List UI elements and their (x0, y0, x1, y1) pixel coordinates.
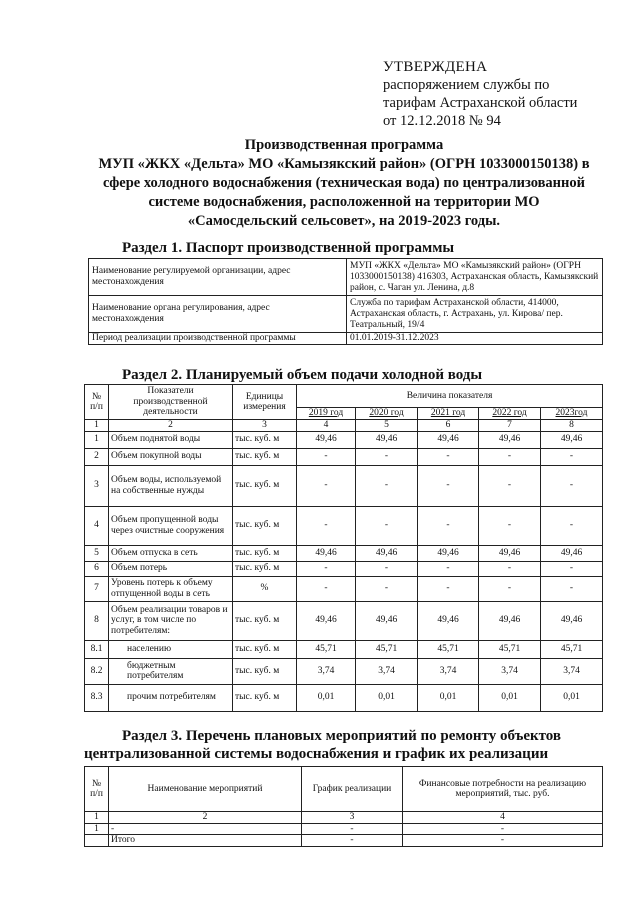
row-unit: тыс. куб. м (233, 545, 297, 561)
row-indicator: Уровень потерь к объему отпущенной воды в сеть (109, 576, 233, 601)
section3-title: Раздел 3. Перечень плановых мероприятий по ремонту объектов (122, 728, 562, 744)
row-num (85, 835, 109, 847)
row-num: 8.2 (85, 658, 109, 684)
row-value: - (356, 561, 418, 576)
row-value: - (479, 448, 541, 465)
header-year: 2022 год (479, 408, 541, 420)
program-title-line: системе водоснабжения, расположенной на территории МО (148, 194, 540, 210)
row-num: 8 (85, 601, 109, 640)
row-value: - (297, 465, 356, 506)
row-value: - (297, 576, 356, 601)
row-indicator: населению (109, 640, 233, 658)
row-num: 8.1 (85, 640, 109, 658)
column-number-row (85, 812, 603, 824)
row-value: - (541, 448, 603, 465)
table-row (85, 448, 603, 465)
table-row (89, 259, 603, 296)
header-year: 2020 год (356, 408, 418, 420)
table-row (85, 835, 603, 847)
row-value: - (479, 465, 541, 506)
row-value: - (418, 576, 479, 601)
row-unit: тыс. куб. м (233, 506, 297, 545)
row-value: 3,74 (541, 658, 603, 684)
row-value: - (297, 561, 356, 576)
row-value: - (356, 465, 418, 506)
row-num: 6 (85, 561, 109, 576)
row-value: 49,46 (356, 431, 418, 448)
column-number-row (85, 420, 603, 432)
row-value: 45,71 (297, 640, 356, 658)
row-value: 0,01 (356, 684, 418, 711)
col-number: 5 (356, 420, 418, 432)
row-finance: - (403, 835, 603, 847)
row-value: 3,74 (356, 658, 418, 684)
row-unit: тыс. куб. м (233, 601, 297, 640)
row-finance: - (403, 823, 603, 835)
header-schedule: График реализации (302, 767, 403, 812)
row-value: 49,46 (297, 601, 356, 640)
row-value: - (356, 448, 418, 465)
table-row (85, 823, 603, 835)
row-unit: тыс. куб. м (233, 431, 297, 448)
row-value: - (479, 506, 541, 545)
table-header-row (85, 385, 603, 408)
row-value: - (356, 506, 418, 545)
row-value: 49,46 (297, 431, 356, 448)
row-value: 49,46 (356, 545, 418, 561)
approval-line: тарифам Астраханской области (383, 95, 578, 111)
row-value: 49,46 (479, 601, 541, 640)
table-row (85, 640, 603, 658)
row-indicator: Объем реализации товаров и услуг, в том числе по потребителям: (109, 601, 233, 640)
row-indicator: Объем поднятой воды (109, 431, 233, 448)
row-value: - (418, 561, 479, 576)
table-row (85, 684, 603, 711)
row-value: 49,46 (479, 431, 541, 448)
row-unit: тыс. куб. м (233, 561, 297, 576)
table-row (85, 576, 603, 601)
row-num: 5 (85, 545, 109, 561)
table-row (85, 545, 603, 561)
row-value: - (297, 506, 356, 545)
approval-line: распоряжением службы по (383, 77, 550, 93)
row-indicator: Объем покупной воды (109, 448, 233, 465)
water-volume-table (84, 384, 603, 712)
table-header-row (85, 767, 603, 812)
section3-title-cont: централизованной системы водоснабжения и график их реализации (84, 746, 549, 762)
row-schedule: - (302, 823, 403, 835)
col-number: 2 (109, 420, 233, 432)
section2-title: Раздел 2. Планируемый объем подачи холодной воды (122, 367, 483, 383)
table-row (89, 296, 603, 333)
table-row (85, 431, 603, 448)
row-value: 3,74 (418, 658, 479, 684)
header-unit: Единицы измерения (233, 385, 297, 420)
header-num: № п/п (85, 385, 109, 420)
row-value: 3,74 (479, 658, 541, 684)
table-row (85, 465, 603, 506)
row-value: - (418, 448, 479, 465)
header-indicator: Показатели производственной деятельности (109, 385, 233, 420)
row-unit: тыс. куб. м (233, 448, 297, 465)
row-value: - (356, 576, 418, 601)
row-value: - (541, 465, 603, 506)
col-number: 3 (233, 420, 297, 432)
row-num: 1 (85, 431, 109, 448)
row-unit: тыс. куб. м (233, 640, 297, 658)
passport-table (88, 258, 603, 345)
row-value: - (541, 506, 603, 545)
passport-label: Период реализации производственной программы (89, 333, 347, 345)
row-value: 0,01 (418, 684, 479, 711)
program-title-line: сфере холодного водоснабжения (техническая вода) по централизованной (103, 175, 585, 191)
repair-plan-table (84, 766, 603, 847)
row-indicator: бюджетным потребителям (109, 658, 233, 684)
header-year: 2021 год (418, 408, 479, 420)
col-number: 3 (302, 812, 403, 824)
row-num: 1 (85, 823, 109, 835)
row-name: Итого (109, 835, 302, 847)
program-title-line: «Самосдельский сельсовет», на 2019-2023 годы. (187, 213, 501, 229)
row-unit: тыс. куб. м (233, 684, 297, 711)
row-value: - (479, 576, 541, 601)
row-unit: % (233, 576, 297, 601)
passport-label: Наименование регулируемой организации, адрес местонахождения (89, 259, 347, 296)
table-row (85, 506, 603, 545)
table-row (85, 658, 603, 684)
table-row (89, 333, 603, 345)
row-indicator: Объем пропущенной воды через очистные сооружения (109, 506, 233, 545)
passport-value: МУП «ЖКХ «Дельта» МО «Камызякский район» (ОГРН 1033000150138) 416303, Астраханская область, Камызякский район, с. Чаган ул. Ленина, д.8 (347, 259, 603, 296)
row-num: 2 (85, 448, 109, 465)
col-number: 7 (479, 420, 541, 432)
row-indicator: Объем воды, используемой на собственные нужды (109, 465, 233, 506)
passport-value: 01.01.2019-31.12.2023 (347, 333, 603, 345)
row-schedule: - (302, 835, 403, 847)
row-value: - (541, 561, 603, 576)
header-year: 2019 год (297, 408, 356, 420)
row-indicator: Объем отпуска в сеть (109, 545, 233, 561)
header-num: № п/п (85, 767, 109, 812)
passport-value: Служба по тарифам Астраханской области, 414000, Астраханская область, г. Астрахань, ул. Кирова/ пер. Театральный, 19/4 (347, 296, 603, 333)
row-value: - (297, 448, 356, 465)
row-value: 49,46 (418, 545, 479, 561)
row-value: 3,74 (297, 658, 356, 684)
col-number: 1 (85, 420, 109, 432)
program-title-line: Производственная программа (244, 137, 444, 153)
header-finance: Финансовые потребности на реализацию мероприятий, тыс. руб. (403, 767, 603, 812)
row-unit: тыс. куб. м (233, 465, 297, 506)
table-row (85, 601, 603, 640)
section1-title: Раздел 1. Паспорт производственной программы (122, 240, 455, 256)
row-value: 49,46 (541, 431, 603, 448)
row-value: - (418, 465, 479, 506)
col-number: 4 (403, 812, 603, 824)
passport-label: Наименование органа регулирования, адрес местонахождения (89, 296, 347, 333)
row-value: 0,01 (297, 684, 356, 711)
row-value: - (479, 561, 541, 576)
approval-date: от 12.12.2018 № 94 (383, 113, 501, 129)
row-unit: тыс. куб. м (233, 658, 297, 684)
row-value: - (418, 506, 479, 545)
program-title-line: МУП «ЖКХ «Дельта» МО «Камызякский район» (ОГРН 1033000150138) в (98, 156, 590, 172)
row-value: 49,46 (541, 545, 603, 561)
col-number: 4 (297, 420, 356, 432)
table-row (85, 561, 603, 576)
row-value: 49,46 (356, 601, 418, 640)
row-value: 45,71 (541, 640, 603, 658)
row-value: 49,46 (418, 431, 479, 448)
header-year: 2023год (541, 408, 603, 420)
row-value: 49,46 (479, 545, 541, 561)
row-num: 8.3 (85, 684, 109, 711)
row-value: - (541, 576, 603, 601)
col-number: 8 (541, 420, 603, 432)
row-value: 45,71 (418, 640, 479, 658)
row-num: 4 (85, 506, 109, 545)
col-number: 2 (109, 812, 302, 824)
row-value: 45,71 (356, 640, 418, 658)
row-value: 0,01 (541, 684, 603, 711)
col-number: 1 (85, 812, 109, 824)
row-indicator: прочим потребителям (109, 684, 233, 711)
program-title (80, 136, 608, 231)
row-indicator: Объем потерь (109, 561, 233, 576)
row-num: 7 (85, 576, 109, 601)
row-value: 0,01 (479, 684, 541, 711)
approval-block (383, 58, 577, 130)
header-value: Величина показателя (297, 385, 603, 408)
approval-heading: УТВЕРЖДЕНА (383, 59, 488, 75)
col-number: 6 (418, 420, 479, 432)
row-value: 49,46 (418, 601, 479, 640)
row-value: 45,71 (479, 640, 541, 658)
row-value: 49,46 (297, 545, 356, 561)
row-num: 3 (85, 465, 109, 506)
header-name: Наименование мероприятий (109, 767, 302, 812)
row-value: 49,46 (541, 601, 603, 640)
row-name: - (109, 823, 302, 835)
